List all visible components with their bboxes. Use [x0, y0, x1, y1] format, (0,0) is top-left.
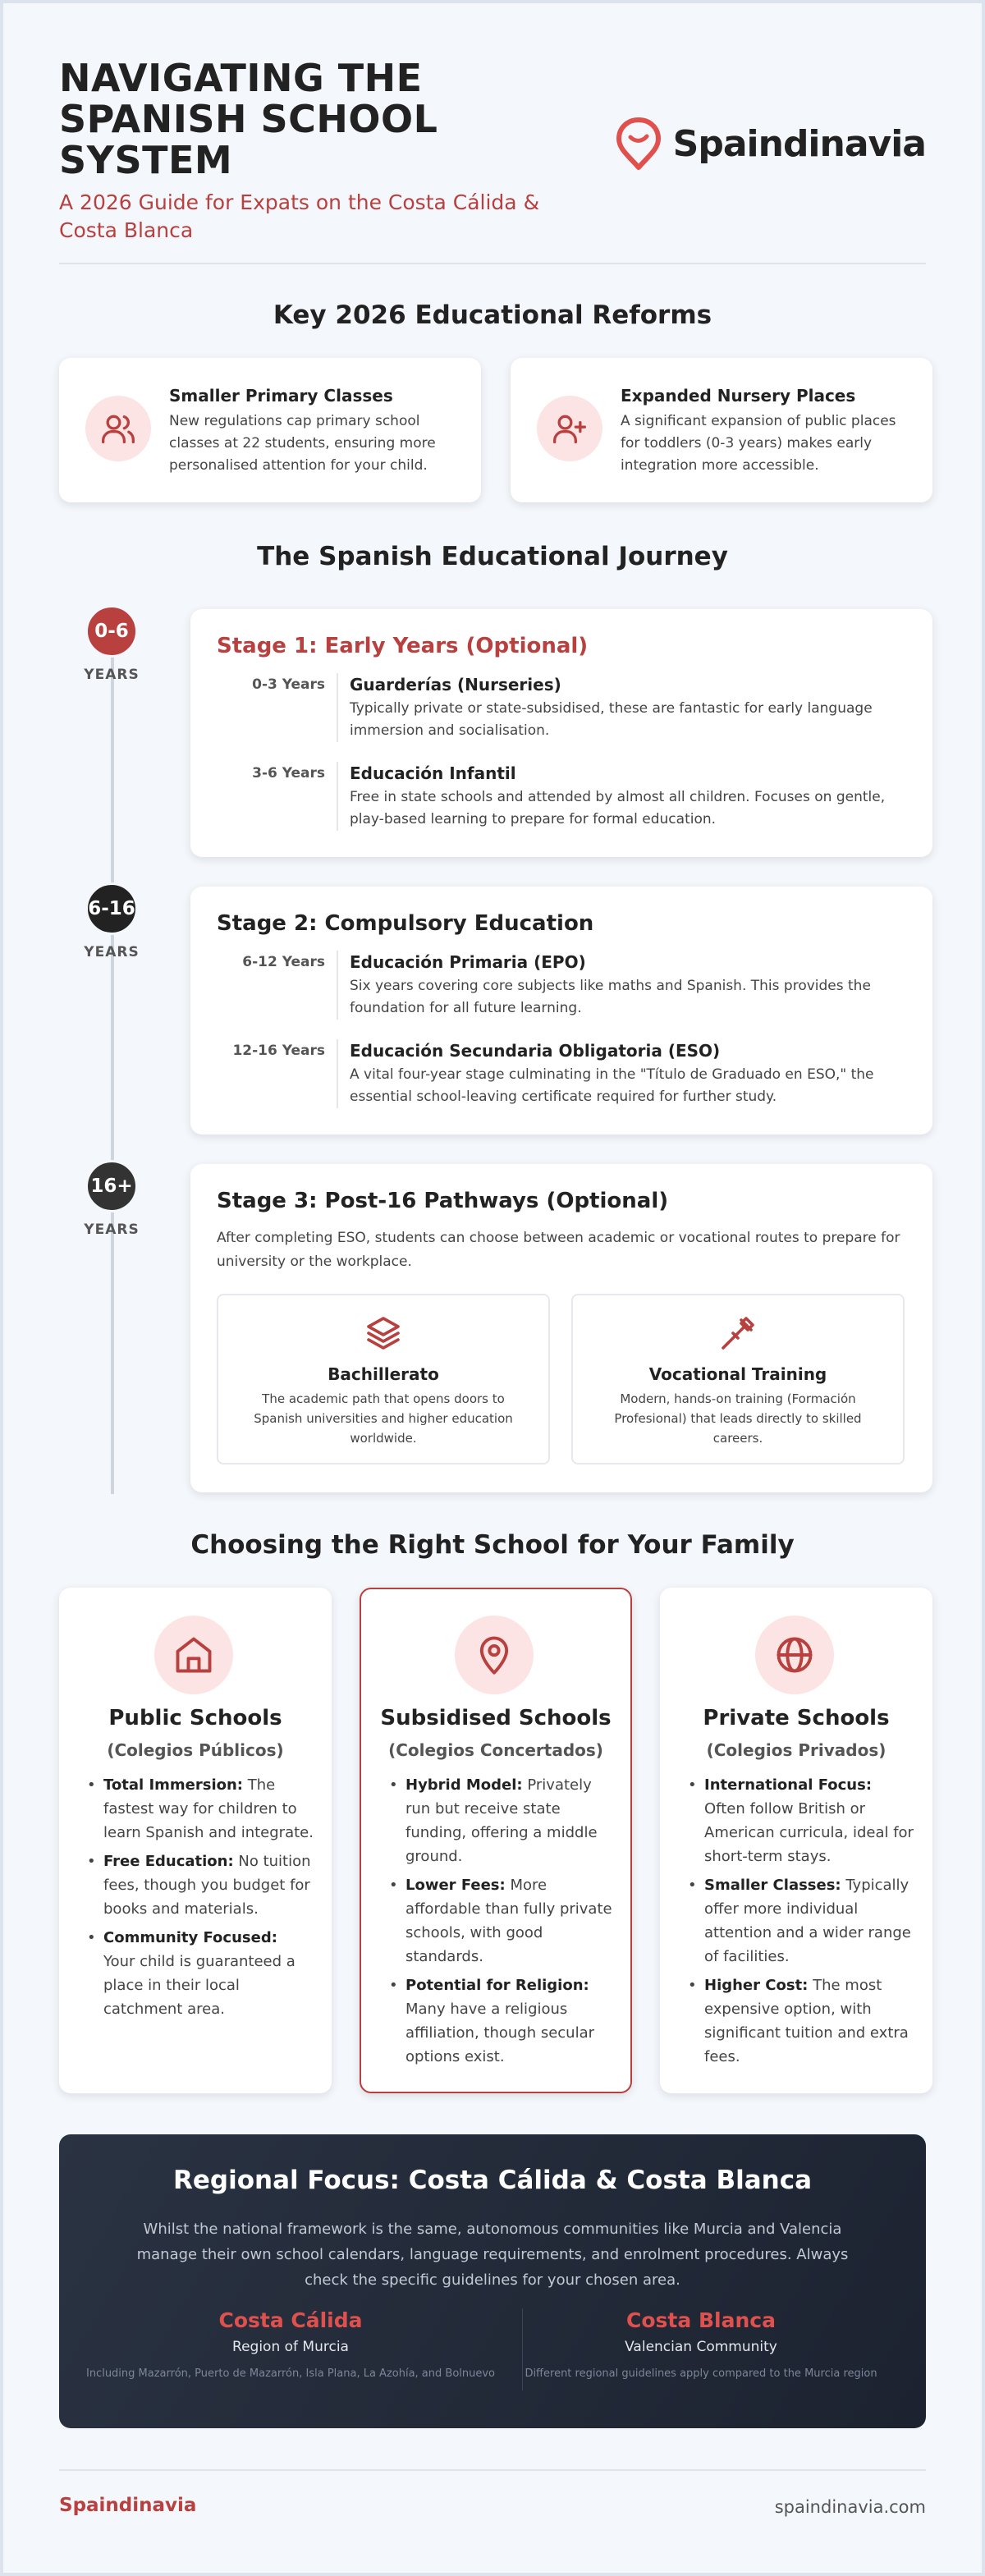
- path-card-bachillerato: [217, 1294, 550, 1464]
- reform-title: Expanded Nursery Places: [621, 386, 856, 406]
- location-pin-icon: [614, 117, 663, 171]
- age-row: [217, 1039, 905, 1113]
- header: [59, 57, 926, 263]
- footer-url-link[interactable]: spaindinavia.com: [774, 2497, 926, 2517]
- users-icon: [85, 396, 151, 461]
- stage-years-label: YEARS: [84, 944, 140, 960]
- region-costa-blanca: [470, 2308, 932, 2382]
- footer-brand[interactable]: Spaindinavia: [59, 2495, 197, 2516]
- age-row: [217, 673, 905, 747]
- logo[interactable]: [614, 117, 926, 171]
- school-points: [686, 1773, 914, 2074]
- globe-icon: [755, 1616, 834, 1694]
- school-card-private: [660, 1588, 932, 2093]
- age-stage-description: Six years covering core subjects like maths and Spanish. This provides the foundation for all future learning.: [350, 978, 871, 1016]
- list-item: • Community Focused: Your child is guaranteed a place in their local catchment area.: [85, 1926, 314, 2021]
- path-card-vocational: [571, 1294, 905, 1464]
- list-item: • Total Immersion: The fastest way for children to learn Spanish and integrate.: [85, 1773, 314, 1845]
- age-row: [217, 762, 905, 836]
- tools-icon: [718, 1313, 758, 1353]
- stage-title: Stage 3: Post-16 Pathways (Optional): [217, 1189, 669, 1213]
- path-title: Vocational Training: [648, 1364, 827, 1384]
- stage-intro: After completing ESO, students can choose between academic or vocational routes to prepare for university or the workplace.: [217, 1230, 900, 1270]
- age-stage-name: Educación Infantil: [350, 763, 516, 783]
- age-divider: [337, 673, 338, 742]
- region-costa-calida: [59, 2308, 522, 2382]
- region-note: Including Mazarrón, Puerto de Mazarrón, Isla Plana, La Azohía, and Bolnuevo: [85, 2367, 496, 2380]
- reforms-section-title: Key 2026 Educational Reforms: [273, 300, 712, 330]
- age-stage-name: Guarderías (Nurseries): [350, 675, 561, 694]
- reform-card-smaller-classes: [59, 358, 481, 502]
- reform-title: Smaller Primary Classes: [169, 386, 393, 406]
- layers-icon: [364, 1313, 403, 1353]
- school-subtitle: (Colegios Privados): [706, 1740, 886, 1760]
- age-stage-description: Typically private or state-subsidised, these are fantastic for early language immersion and socialisation.: [350, 700, 873, 739]
- age-stage-name: Educación Primaria (EPO): [350, 952, 586, 972]
- age-stage-description: Free in state schools and attended by almost all children. Focuses on gentle, play-based learning to prepare for formal education.: [350, 789, 886, 827]
- age-range: 12-16 Years: [232, 1043, 325, 1059]
- region-name: Costa Cálida: [218, 2308, 363, 2332]
- logo-text: Spaindinavia: [672, 122, 926, 165]
- school-title: Public Schools: [108, 1706, 282, 1730]
- region-subtitle: Valencian Community: [625, 2339, 777, 2355]
- list-item: • Smaller Classes: Typically offer more individual attention and a wider range of facilities.: [686, 1873, 914, 1969]
- list-item: • Hybrid Model: Privately run but receive state funding, offering a middle ground.: [387, 1773, 612, 1868]
- regional-description: Whilst the national framework is the same, autonomous communities like Murcia and Valencia manage their own school calendars, language requirements, and enrolment procedures. Always check the specific guidelines for your chosen area.: [136, 2221, 849, 2289]
- stage-years-label: YEARS: [84, 667, 140, 683]
- stage-card-early-years: [190, 609, 932, 857]
- age-stage-name: Educación Secundaria Obligatoria (ESO): [350, 1041, 721, 1061]
- footer-divider: [59, 2469, 926, 2471]
- school-title: Subsidised Schools: [380, 1706, 612, 1730]
- path-description: Modern, hands-on training (Formación Profesional) that leads directly to skilled careers.: [614, 1391, 862, 1446]
- list-item: • Higher Cost: The most expensive option, with significant tuition and extra fees.: [686, 1973, 914, 2069]
- age-stage-description: A vital four-year stage culminating in the "Título de Graduado en ESO," the essential school-leaving certificate required for further study.: [350, 1066, 874, 1105]
- user-plus-icon: [537, 396, 602, 461]
- page-title: NAVIGATING THE SPANISH SCHOOL SYSTEM: [59, 56, 438, 182]
- stage-title: Stage 1: Early Years (Optional): [217, 634, 589, 658]
- stage-years-label: YEARS: [84, 1222, 140, 1238]
- stage-badge: 16+: [85, 1160, 138, 1212]
- stage-badge: 0-6: [85, 605, 138, 658]
- timeline-line: [111, 634, 114, 1494]
- age-divider: [337, 951, 338, 1020]
- reform-description: A significant expansion of public places for toddlers (0-3 years) makes early integration more accessible.: [621, 413, 896, 474]
- school-title: Private Schools: [703, 1706, 890, 1730]
- stage-card-post16: [190, 1164, 932, 1492]
- header-divider: [59, 263, 926, 264]
- school-subtitle: (Colegios Públicos): [107, 1740, 284, 1760]
- map-pin-icon: [455, 1616, 534, 1694]
- age-divider: [337, 1039, 338, 1108]
- region-note: Different regional guidelines apply compared to the Murcia region: [525, 2367, 877, 2380]
- stage-card-compulsory: [190, 887, 932, 1134]
- stage-badge: 6-16: [85, 882, 138, 935]
- age-row: [217, 951, 905, 1024]
- age-range: 6-12 Years: [242, 954, 325, 970]
- school-card-subsidised: [360, 1588, 632, 2093]
- schools-section-title: Choosing the Right School for Your Family: [190, 1530, 795, 1560]
- age-range: 0-3 Years: [252, 676, 325, 693]
- stage-title: Stage 2: Compulsory Education: [217, 911, 594, 936]
- region-subtitle: Region of Murcia: [232, 2339, 349, 2355]
- age-divider: [337, 762, 338, 831]
- path-title: Bachillerato: [328, 1364, 439, 1384]
- house-icon: [154, 1616, 233, 1694]
- school-points: [387, 1773, 612, 2074]
- journey-section-title: The Spanish Educational Journey: [257, 542, 728, 571]
- list-item: • International Focus: Often follow British or American curricula, ideal for short-term stays.: [686, 1773, 914, 1868]
- school-points: [85, 1773, 314, 2026]
- school-subtitle: (Colegios Concertados): [388, 1740, 603, 1760]
- age-range: 3-6 Years: [252, 765, 325, 782]
- list-item: • Lower Fees: More affordable than fully private schools, with good standards.: [387, 1873, 612, 1969]
- region-name: Costa Blanca: [626, 2308, 776, 2332]
- reform-description: New regulations cap primary school classes at 22 students, ensuring more personalised attention for your child.: [169, 413, 436, 474]
- reform-card-nursery-places: [511, 358, 932, 502]
- path-description: The academic path that opens doors to Spanish universities and higher education worldwide.: [254, 1391, 513, 1446]
- list-item: • Potential for Religion: Many have a religious affiliation, though secular options exist.: [387, 1973, 612, 2069]
- school-card-public: [59, 1588, 332, 2093]
- regional-title: Regional Focus: Costa Cálida & Costa Blanca: [173, 2166, 812, 2195]
- page-subtitle: A 2026 Guide for Expats on the Costa Cálida & Costa Blanca: [59, 190, 540, 242]
- list-item: • Free Education: No tuition fees, though you budget for books and materials.: [85, 1849, 314, 1921]
- regional-focus-panel: [59, 2134, 926, 2428]
